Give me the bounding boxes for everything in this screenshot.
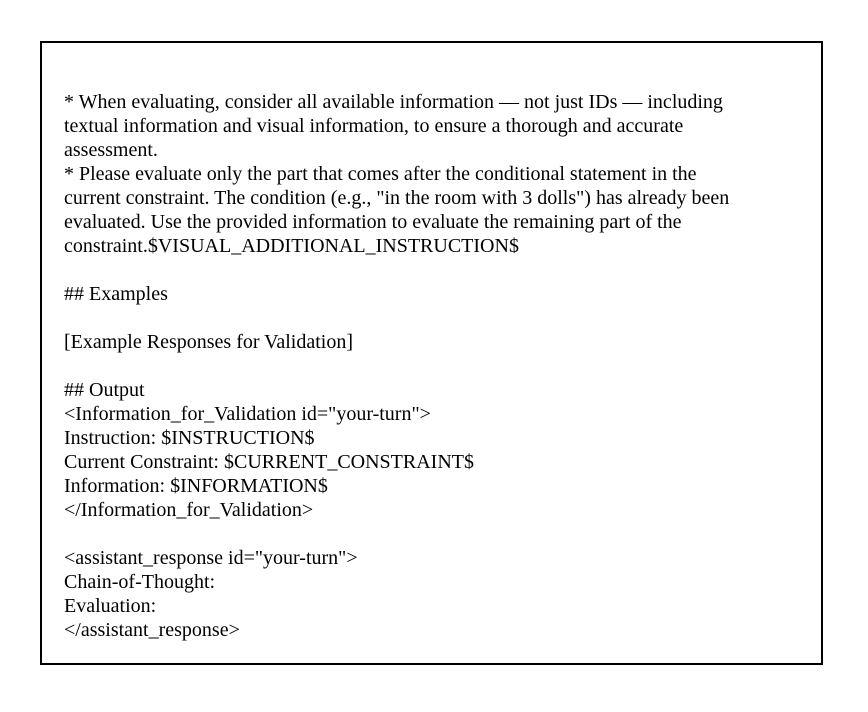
blank-line xyxy=(64,306,804,330)
note-line-5: current constraint. The condition (e.g., "in the room with 3 dolls") has already been xyxy=(64,187,730,209)
current-constraint-line: Current Constraint: $CURRENT_CONSTRAINT$ xyxy=(64,451,474,473)
note-line-7: constraint.$VISUAL_ADDITIONAL_INSTRUCTION$ xyxy=(64,235,519,257)
examples-placeholder: [Example Responses for Validation] xyxy=(64,331,354,353)
information-open-tag: <Information_for_Validation id="your-turn"> xyxy=(64,403,431,425)
note-line-4: * Please evaluate only the part that comes after the conditional statement in the xyxy=(64,163,697,185)
examples-heading: ## Examples xyxy=(64,283,168,305)
note-line-6: evaluated. Use the provided information to evaluate the remaining part of the xyxy=(64,211,682,233)
prompt-text-block xyxy=(64,90,804,642)
note-line-3: assessment. xyxy=(64,139,158,161)
chain-of-thought-line: Chain-of-Thought: xyxy=(64,571,216,593)
note-line-2: textual information and visual information, to ensure a thorough and accurate xyxy=(64,115,684,137)
note-line-1: * When evaluating, consider all available information — not just IDs — including xyxy=(64,91,723,113)
instruction-line: Instruction: $INSTRUCTION$ xyxy=(64,427,315,449)
assistant-response-open-tag: <assistant_response id="your-turn"> xyxy=(64,547,358,569)
information-line: Information: $INFORMATION$ xyxy=(64,475,328,497)
evaluation-line: Evaluation: xyxy=(64,595,157,617)
blank-line xyxy=(64,354,804,378)
output-heading: ## Output xyxy=(64,379,145,401)
blank-line xyxy=(64,522,804,546)
assistant-response-close-tag: </assistant_response> xyxy=(64,619,240,641)
information-close-tag: </Information_for_Validation> xyxy=(64,499,314,521)
blank-line xyxy=(64,258,804,282)
